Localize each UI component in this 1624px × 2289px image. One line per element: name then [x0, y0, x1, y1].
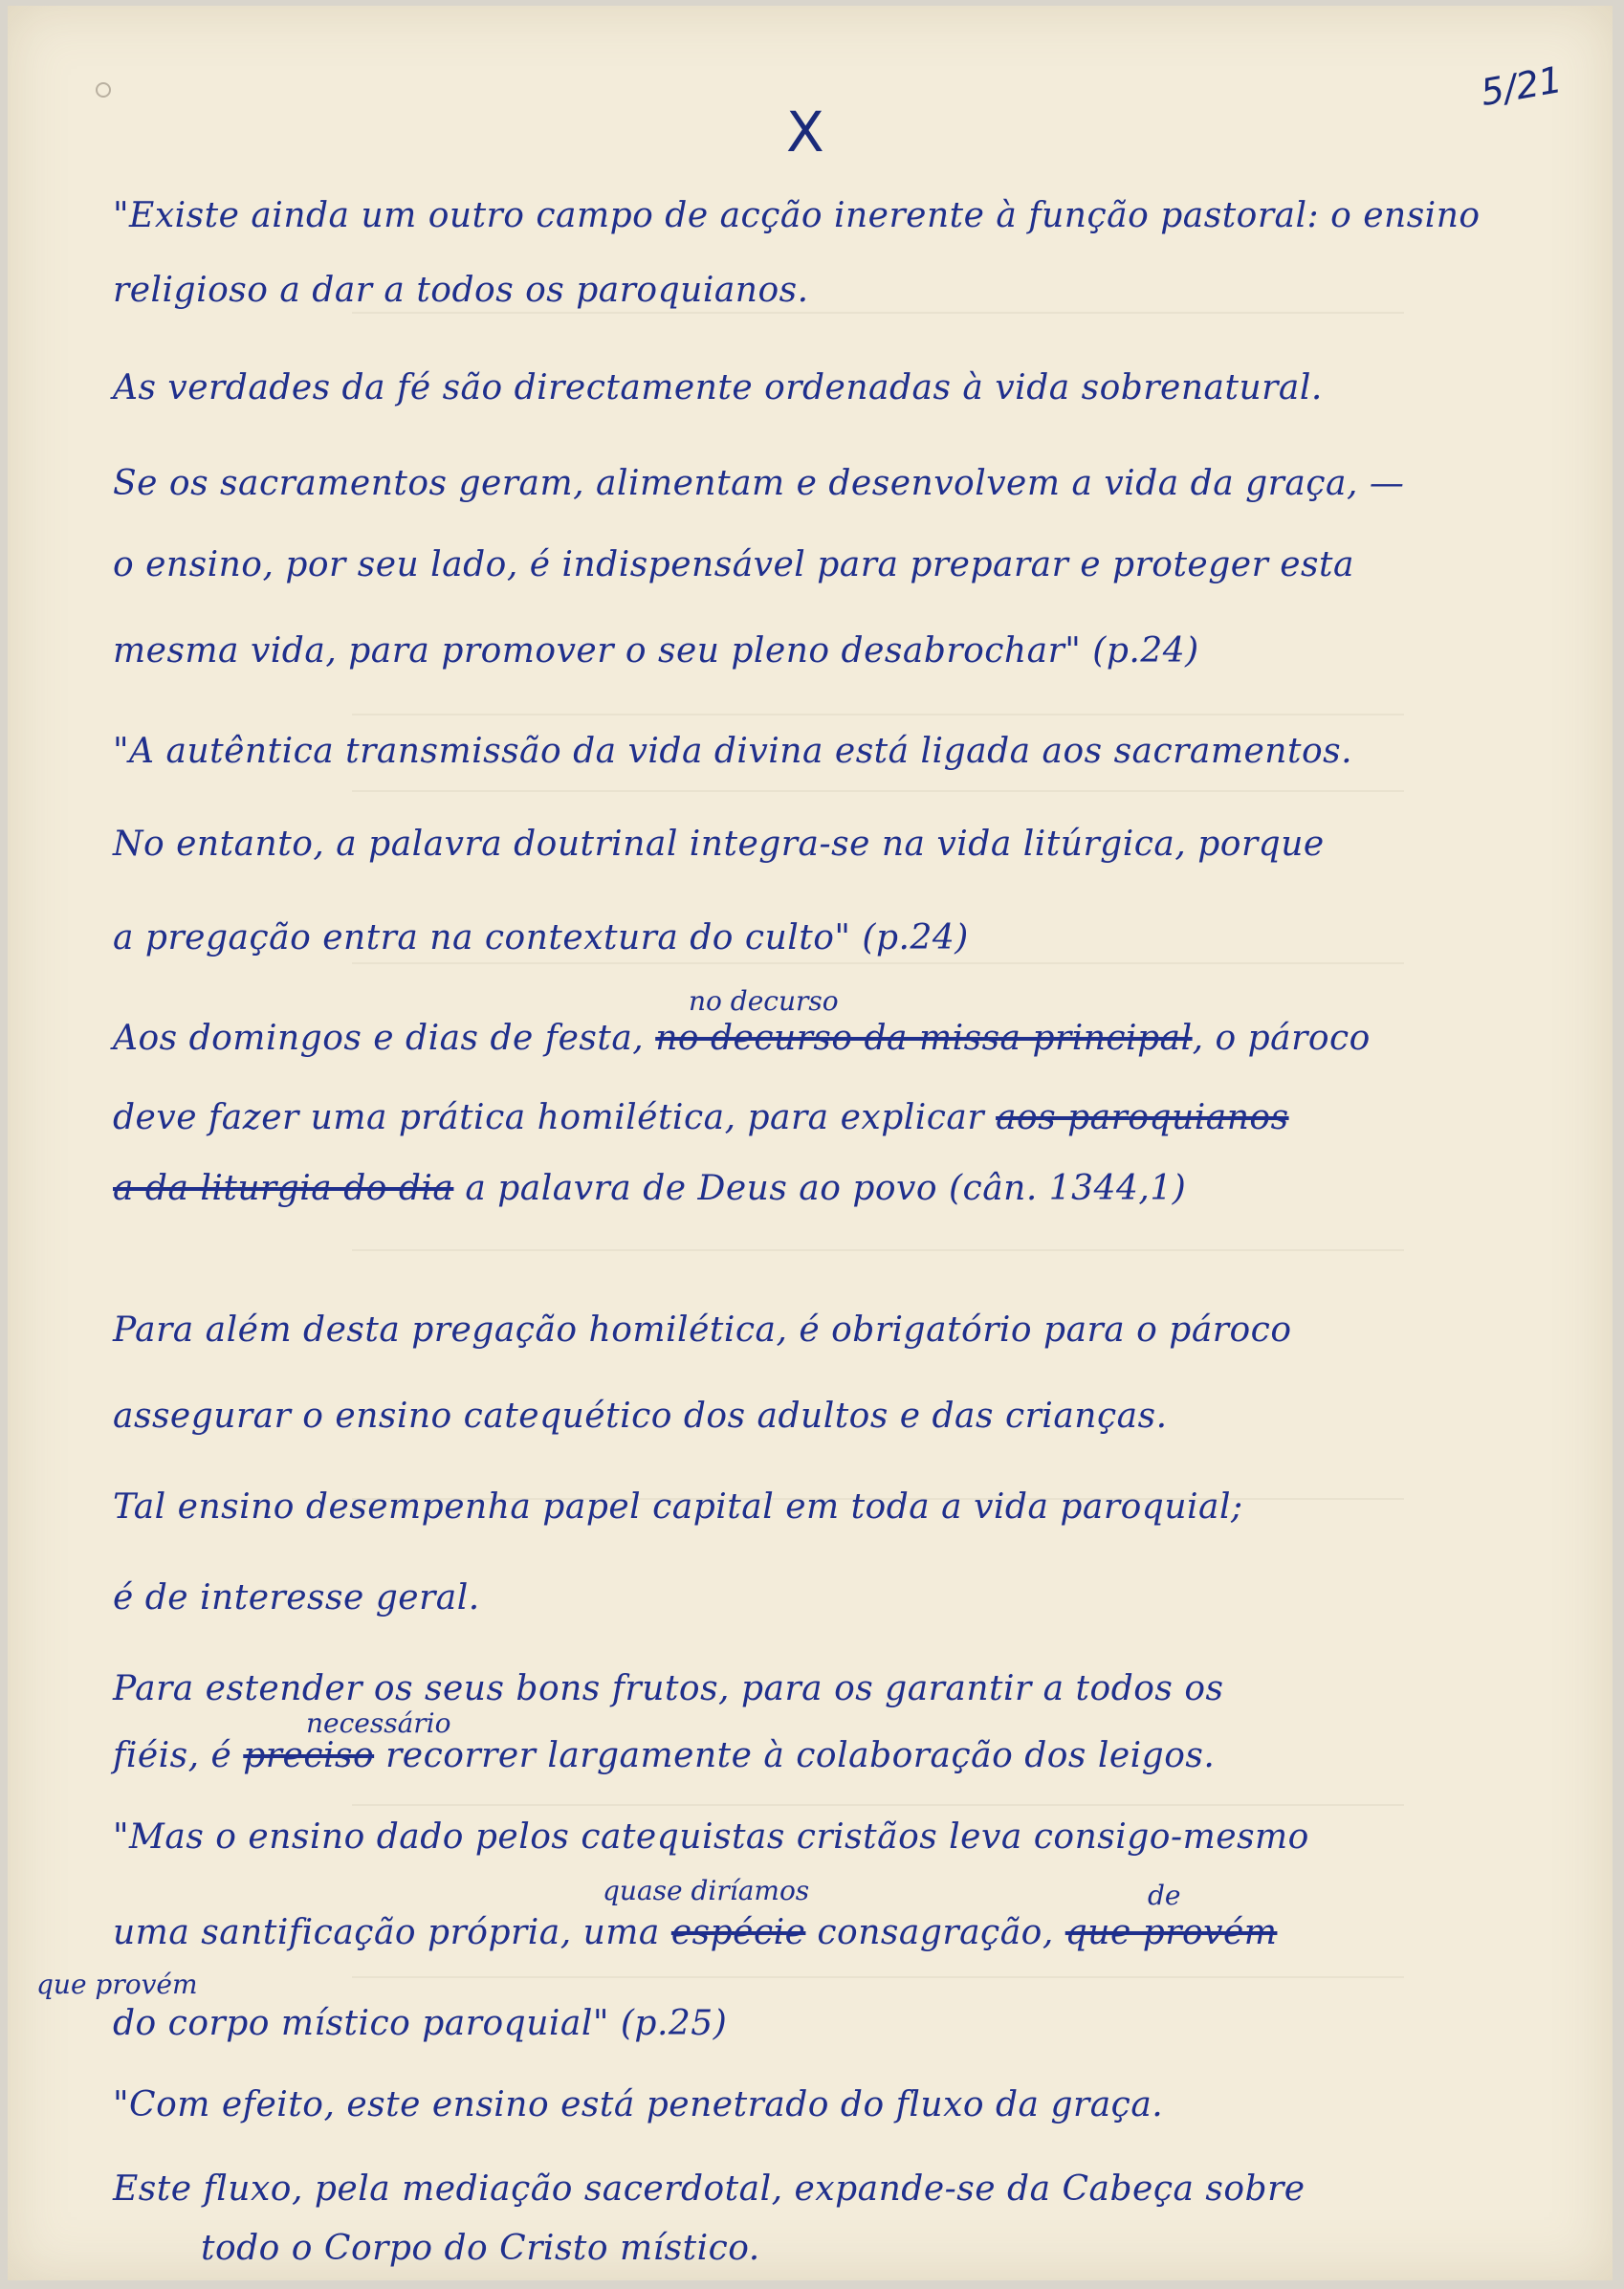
line-24: todo o Corpo do Cristo místico.	[201, 2229, 760, 2268]
line-14: assegurar o ensino catequético dos adultos e das crianças.	[113, 1397, 1168, 1436]
line-9: a pregação entra na contextura do culto" (p.24)	[113, 918, 969, 957]
line-10: Aos domingos e dias de festa, no decurso da missa principal, o pároco	[113, 1019, 1371, 1058]
line-15: Tal ensino desempenha papel capital em toda a vida paroquial;	[113, 1487, 1243, 1527]
line-20: uma santificação própria, uma espécie consagração, que provém	[113, 1913, 1278, 1952]
line-21: do corpo místico paroquial" (p.25)	[113, 2004, 728, 2043]
line-22: "Com efeito, este ensino está penetrado do fluxo da graça.	[113, 2085, 1164, 2124]
line-11: deve fazer uma prática homilética, para explicar aos paroquianos	[113, 1098, 1289, 1137]
line-2: religioso a dar a todos os paroquianos.	[113, 271, 809, 310]
line-18: fiéis, é preciso recorrer largamente à colaboração dos leigos.	[113, 1736, 1216, 1775]
interlinear-no-decurso: no decurso	[689, 985, 839, 1017]
interlinear-quase-diriamos: quase diríamos	[603, 1875, 810, 1906]
interlinear-necessario: necessário	[306, 1707, 451, 1739]
line-17: Para estender os seus bons frutos, para os garantir a todos os	[113, 1669, 1224, 1708]
line-19: "Mas o ensino dado pelos catequistas cristãos leva consigo-mesmo	[113, 1817, 1309, 1857]
line-7: "A autêntica transmissão da vida divina está ligada aos sacramentos.	[113, 732, 1353, 771]
line-6: mesma vida, para promover o seu pleno desabrochar" (p.24)	[113, 631, 1199, 671]
folio-number: 5/21	[1477, 57, 1566, 115]
line-4: Se os sacramentos geram, alimentam e desenvolvem a vida da graça, —	[113, 464, 1405, 503]
line-12: a da liturgia do dia a palavra de Deus ao povo (cân. 1344,1)	[113, 1169, 1187, 1208]
line-8: No entanto, a palavra doutrinal integra-se na vida litúrgica, porque	[113, 825, 1325, 864]
line-16: é de interesse geral.	[113, 1578, 480, 1618]
line-3: As verdades da fé são directamente ordenadas à vida sobrenatural.	[113, 368, 1323, 407]
roman-numeral-heading: X	[786, 99, 824, 165]
interlinear-que-provem: que provém	[36, 1969, 198, 2000]
line-23: Este fluxo, pela mediação sacerdotal, expande-se da Cabeça sobre	[113, 2169, 1306, 2209]
line-13: Para além desta pregação homilética, é obrigatório para o pároco	[113, 1310, 1292, 1350]
line-5: o ensino, por seu lado, é indispensável para preparar e proteger esta	[113, 545, 1354, 584]
interlinear-de: de	[1148, 1880, 1181, 1911]
line-1: "Existe ainda um outro campo de acção inerente à função pastoral: o ensino	[113, 196, 1481, 235]
